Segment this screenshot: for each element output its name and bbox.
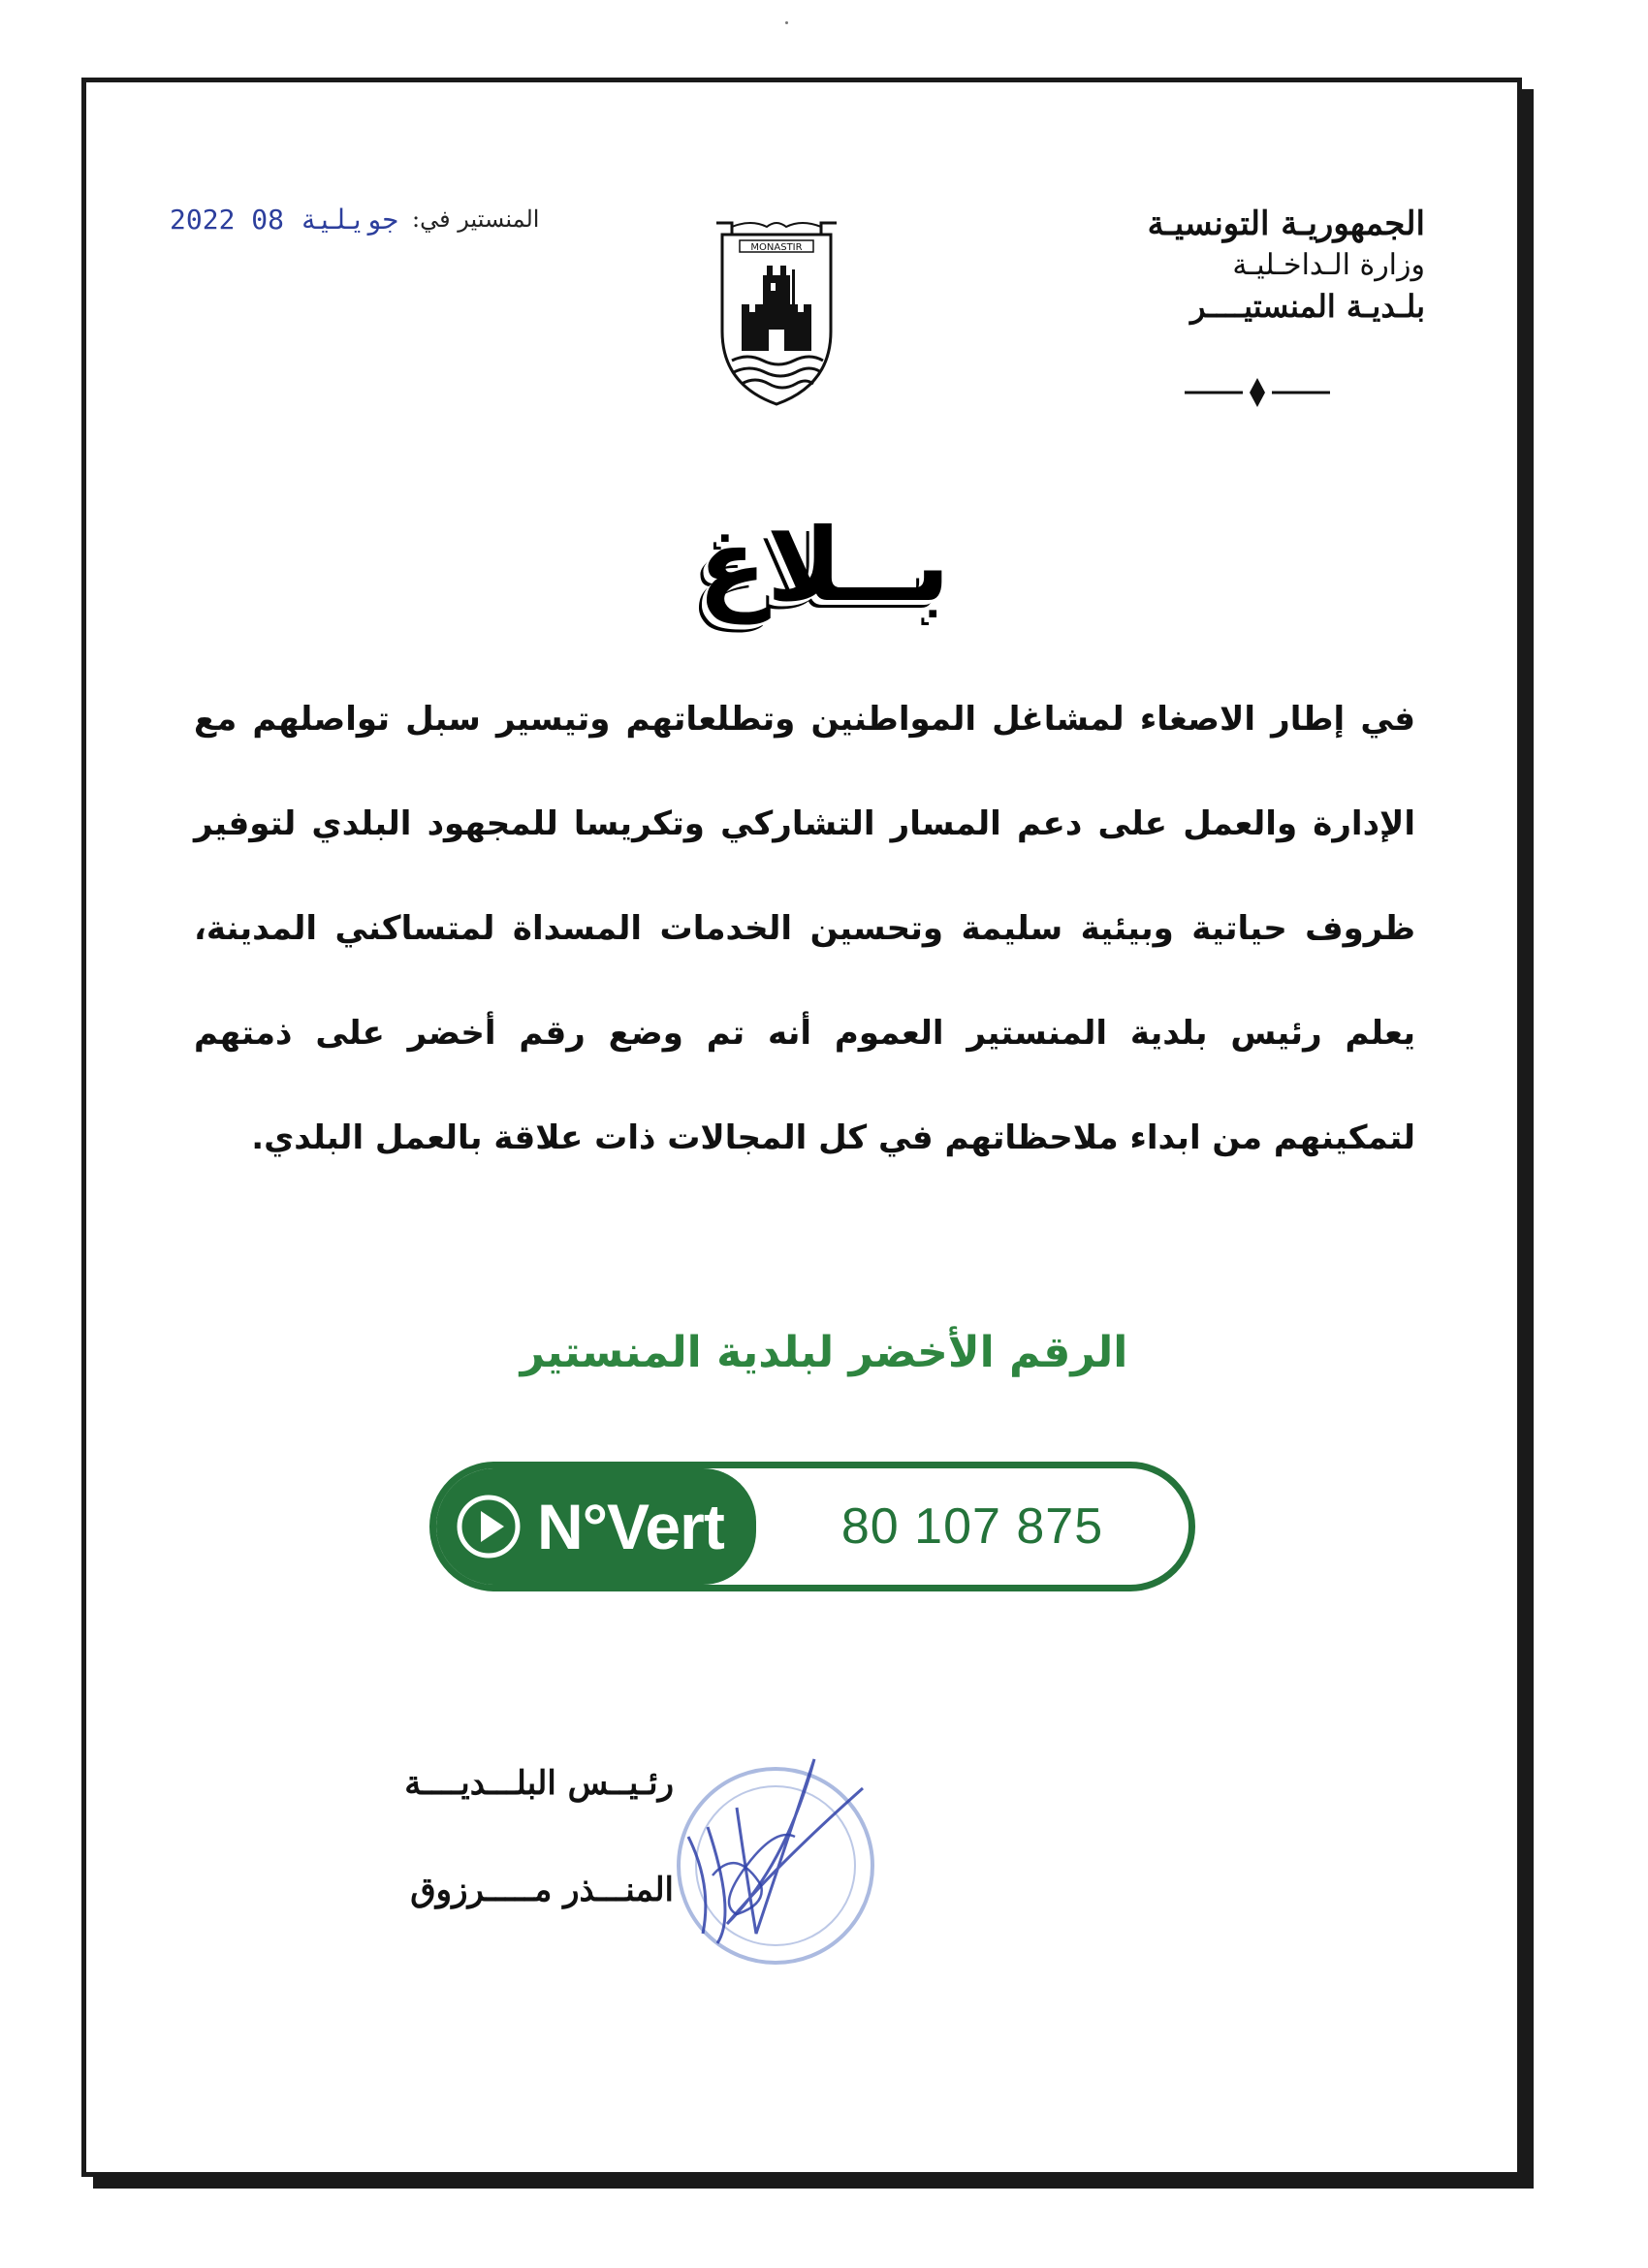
svg-text:MONASTIR: MONASTIR — [750, 242, 803, 253]
badge-label: N°Vert — [537, 1491, 724, 1562]
scan-speck — [785, 21, 788, 24]
green-phone-number: 80 107 875 — [840, 1498, 1104, 1555]
country-name: الجمهوريـة التونسيـة — [1147, 205, 1425, 243]
badge-label-panel — [436, 1468, 756, 1585]
issue-date — [170, 200, 539, 238]
signature-block — [247, 1754, 674, 1919]
ministry-name: وزارة الـداخـليـة — [1232, 248, 1425, 282]
letterhead — [1148, 202, 1425, 328]
date-stamp: 2022 جويلية 08 — [170, 203, 399, 236]
notice-body: في إطار الاصغاء لمشاغل المواطنين وتطلعاتهم وتيسير سبل تواصلهم مع الإدارة والعمل على دعم المسار التشاركي وتكريسا للمجهود البلدي لتوفير ظروف حياتية وبيئية سليمة وتحسين الخدمات المسداة لمتساكني المدينة، يعلم رئيس بلدية المنستير العموم أنه تم وضع رقم أخضر على ذمتهم لتمكينهم من ابداء ملاحظاتهم في كل المجالات ذات علاقة بالعمل البلدي. — [194, 700, 1415, 1157]
green-number-badge — [429, 1462, 1195, 1591]
divider-ornament — [1185, 376, 1330, 409]
mayor-title: رئـيــس البلـــديــــة — [404, 1764, 674, 1803]
mayor-name: المنـــذر مـــــرزوق — [410, 1871, 674, 1909]
notice-title: بــلاغ — [697, 506, 951, 624]
municipality-name: بلـديـة المنستيــــر — [1189, 288, 1425, 325]
monastir-crest-logo — [713, 215, 840, 409]
play-icon — [456, 1494, 522, 1559]
date-label: المنستير في: — [412, 205, 540, 233]
green-number-heading: الرقم الأخضر لبلدية المنستير — [520, 1328, 1128, 1377]
